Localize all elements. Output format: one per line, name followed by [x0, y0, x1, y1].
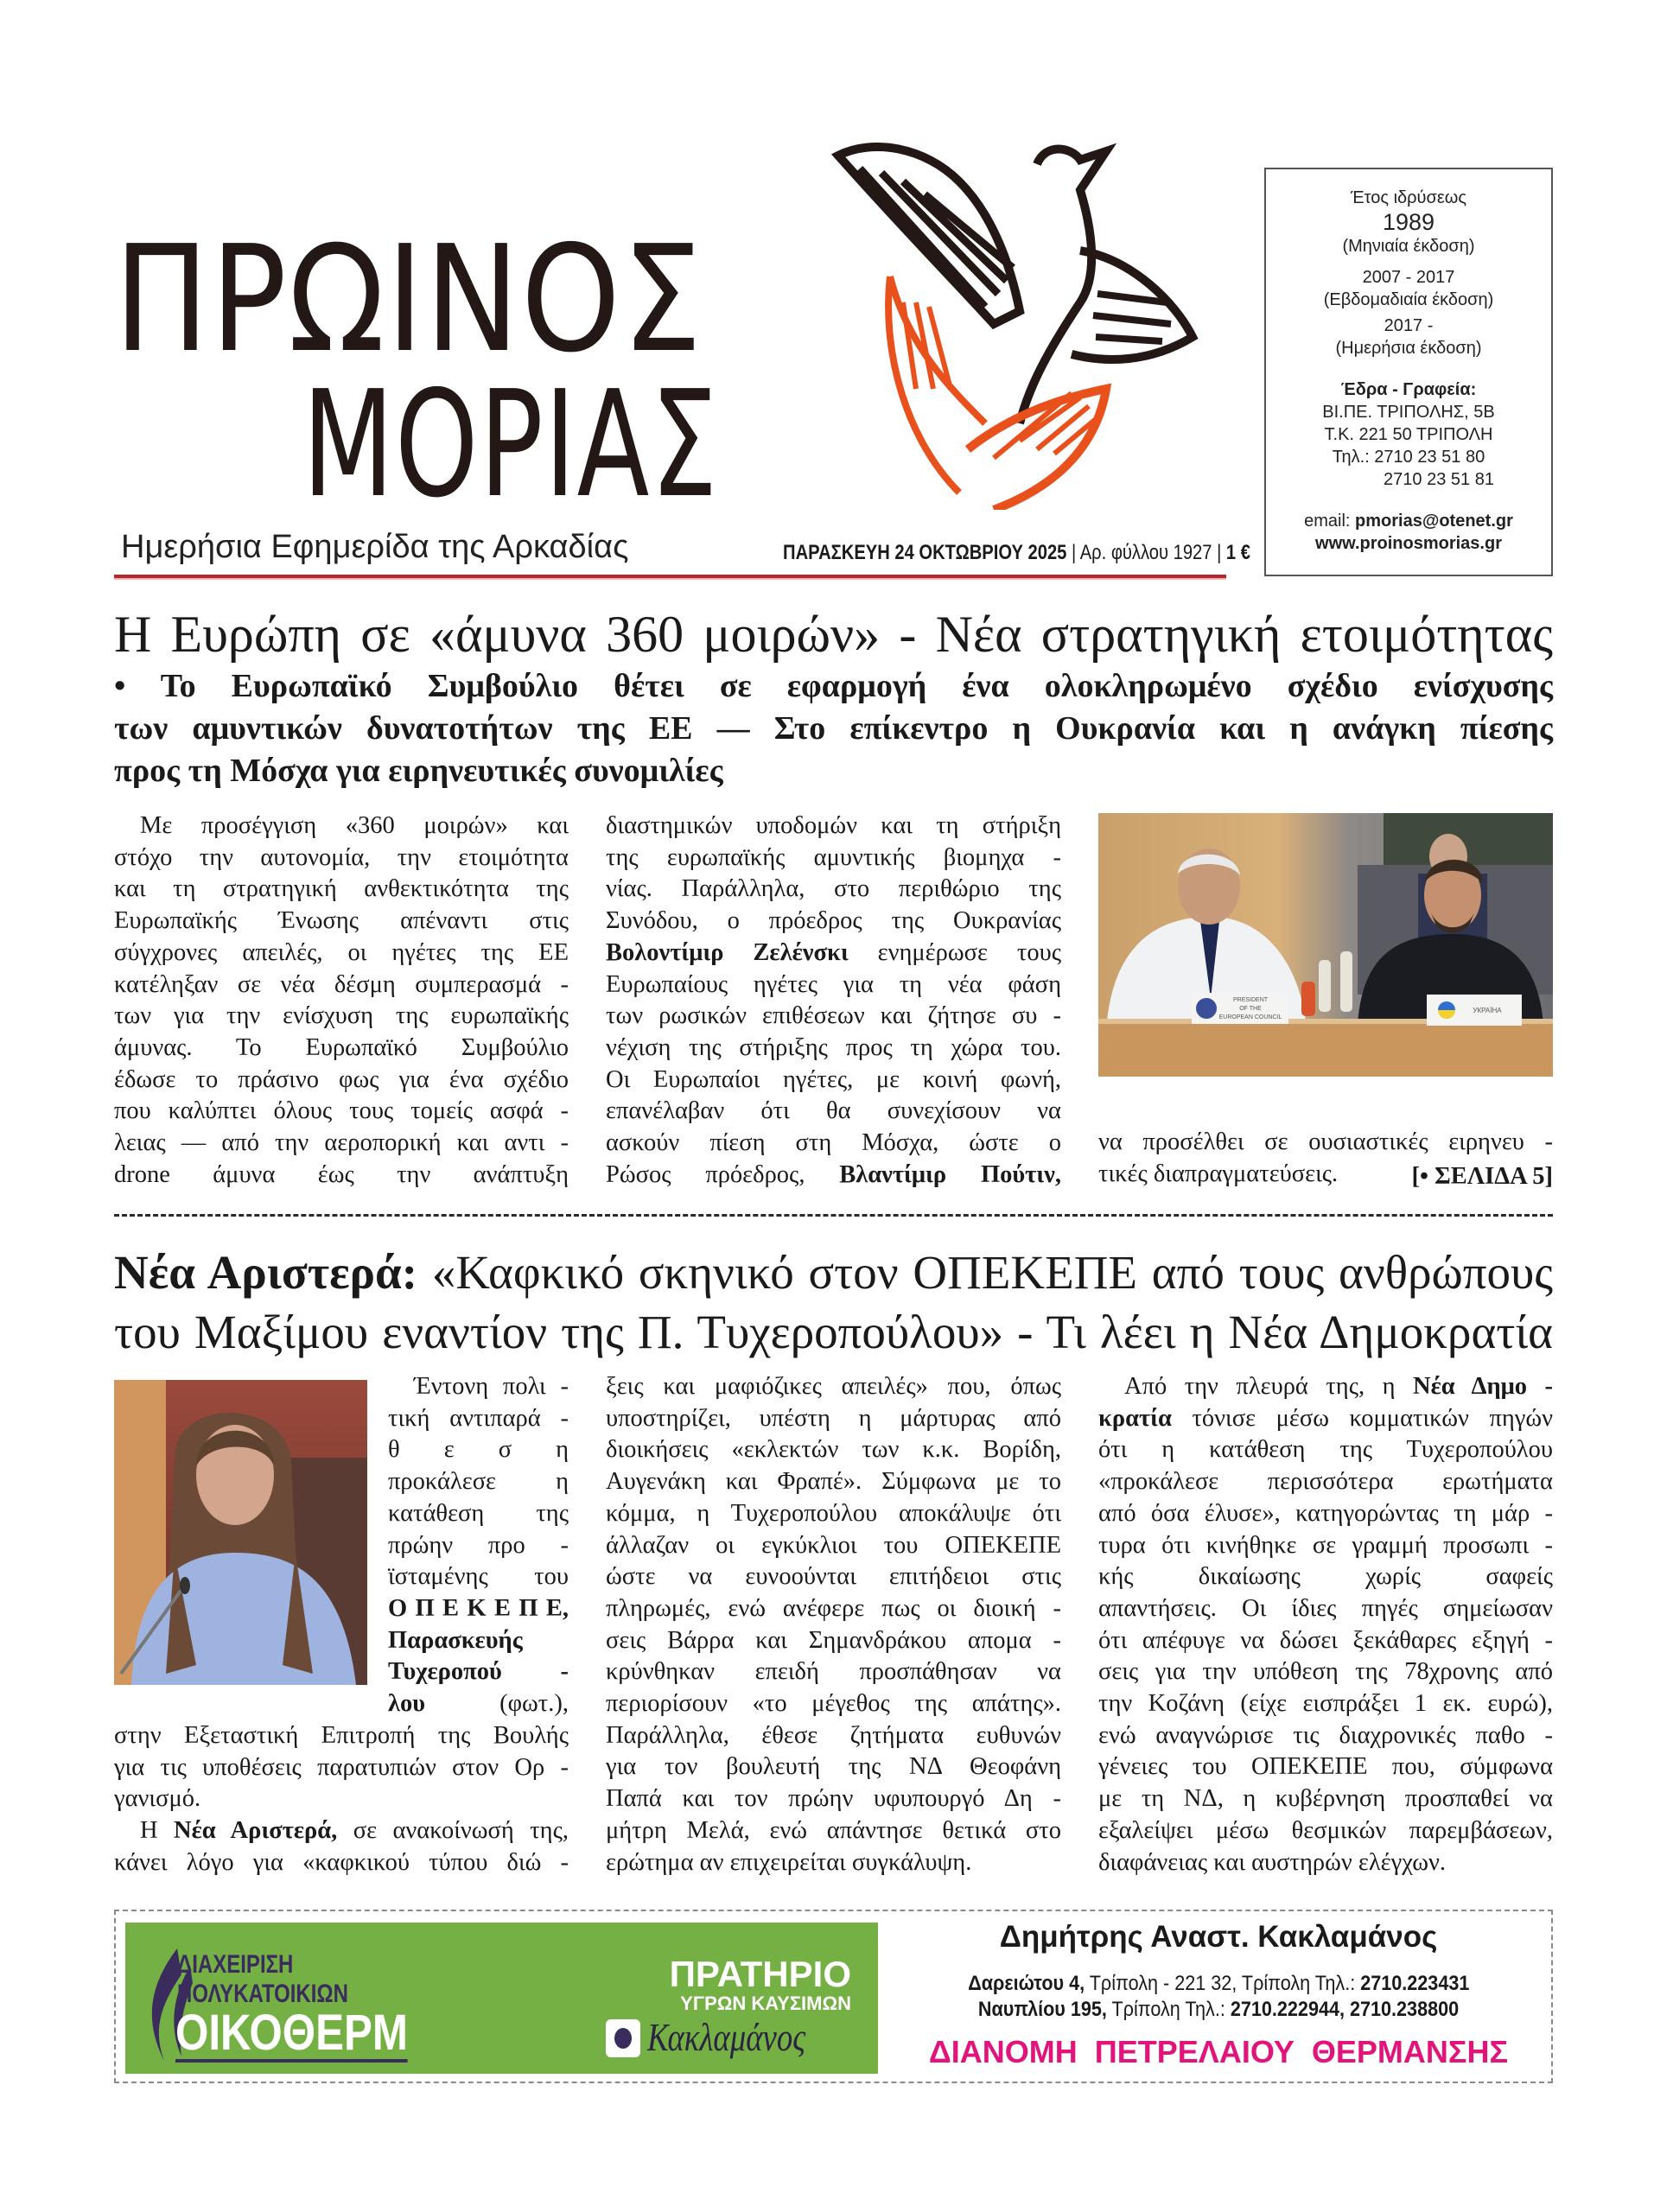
bold-text: Παρασκευής — [388, 1626, 523, 1654]
text: των ρωσικών επιθέσεων και ζήτησε συ - — [606, 1002, 1061, 1030]
article2-headline — [114, 1243, 1553, 1362]
text-line — [1098, 1625, 1553, 1657]
text: Ευρωπαϊκής Ένωσης απέναντι στις — [114, 907, 569, 935]
text: με τη ΝΔ, η κυβέρνηση προσπαθεί να — [1098, 1785, 1553, 1813]
leaders-meeting-image — [1098, 813, 1553, 1077]
issue-date: ΠΑΡΑΣΚΕΥΗ 24 ΟΚΤΩΒΡΙΟΥ 2025 — [783, 541, 1067, 564]
text: υποστηρίζει, υπέστη η μάρτυρας από — [606, 1404, 1061, 1432]
text-line — [114, 938, 569, 969]
text-line — [606, 1625, 1061, 1657]
headline-text: του Μαξίμου εναντίον της Π. Τυχεροπούλου» - Τι λέει η Νέα Δημοκρατία — [114, 1306, 1553, 1358]
email-label: email: — [1304, 512, 1351, 531]
text-line — [1098, 1498, 1553, 1530]
text: Παράλληλα, έθεσε ζητήματα ευθυνών — [606, 1721, 1061, 1749]
text-line — [114, 1783, 569, 1815]
text-line — [114, 708, 1553, 750]
text-line — [606, 1065, 1061, 1096]
sign-text: EUROPEAN COUNCIL — [1218, 1014, 1282, 1020]
text: της ευρωπαϊκής αμυντικής βιομηχα - — [606, 843, 1061, 871]
text: εξαλείψει μέσω θεσμικών παρεμβάσεων, — [1098, 1816, 1553, 1844]
text: Ρώσος πρόεδρος, — [606, 1160, 840, 1188]
text-line — [606, 938, 1061, 969]
text-line — [606, 1688, 1061, 1720]
issue-number: Αρ. φύλλου 1927 — [1079, 541, 1212, 564]
bold-text: κρατία — [1098, 1404, 1172, 1432]
text: Από την πλευρά της, η — [1124, 1373, 1413, 1400]
text-line — [606, 1656, 1061, 1688]
text-line — [114, 906, 569, 938]
text-line — [114, 874, 569, 906]
text-line — [1098, 1403, 1553, 1435]
text: Παπά και τον πρώην υφυπουργό Δη - — [606, 1785, 1061, 1813]
text-line — [606, 1530, 1061, 1562]
text: γένειες του ΟΠΕΚΕΠΕ που, σύμφωνα — [1098, 1753, 1553, 1781]
text: απαντήσεις. Οι ίδιες πηγές σημείωσαν — [1098, 1594, 1553, 1622]
text: ενημέρωσε τους — [848, 938, 1061, 966]
founded-label: Έτος ιδρύσεως — [1350, 188, 1467, 207]
text: κρύνθηκαν επειδή προσπάθησαν να — [606, 1658, 1061, 1686]
text: πληρωμές, ενώ ανέφερε πως οι διοική - — [606, 1594, 1061, 1622]
text-line — [114, 1096, 569, 1128]
text-line — [606, 1371, 1061, 1403]
text-line — [606, 1403, 1061, 1435]
text: τικές διαπραγματεύσεις. — [1098, 1160, 1339, 1187]
text: προκάλεσε η — [388, 1468, 569, 1496]
text-line — [606, 1751, 1061, 1783]
text: Η — [140, 1817, 175, 1845]
text-line — [388, 1498, 569, 1530]
website-link[interactable]: www.proinosmorias.gr — [1315, 534, 1502, 553]
weekly-edition: (Εβδομαδιαία έκδοση) — [1323, 290, 1494, 309]
text-line — [114, 1065, 569, 1096]
text-line — [114, 1815, 569, 1847]
price: 1 € — [1225, 541, 1250, 564]
article2-column1-narrow — [388, 1371, 569, 1720]
text-line — [606, 842, 1061, 874]
text: ξεις και μαφιόζικες απειλές» που, όπως — [606, 1373, 1061, 1400]
ad-address1 — [890, 1972, 1547, 1996]
logo-title-line1: ΠΡΩΙΝΟΣ — [114, 214, 703, 385]
text-line — [388, 1434, 569, 1466]
text-line — [114, 1720, 569, 1752]
text: πρώην προ - — [388, 1531, 569, 1559]
text-line — [606, 1720, 1061, 1752]
text-line — [606, 1498, 1061, 1530]
text-line — [606, 1847, 1061, 1879]
text: την Κοζάνη (είχε εισπράξει 1 εκ. ευρώ), — [1098, 1690, 1553, 1718]
text-line — [1098, 1561, 1553, 1593]
text: μήτρη Μελά, ενώ απάντησε θετικά στο — [606, 1816, 1061, 1844]
text: διαφάνειας και αυστηρών ελέγχων. — [1098, 1848, 1447, 1876]
sign-text: OF THE — [1239, 1006, 1262, 1012]
text: επανέλαβαν ότι θα συνεχίσουν να — [606, 1097, 1061, 1125]
text: Ευρωπαίους ηγέτες για τη νέα φάση — [606, 970, 1061, 998]
text: προς τη Μόσχα για ειρηνευτικές συνομιλίες — [114, 753, 723, 789]
text: ασκούν πίεση στη Μόσχα, ώστε ο — [606, 1129, 1061, 1157]
email-link[interactable]: pmorias@otenet.gr — [1355, 512, 1513, 531]
text-line — [388, 1625, 569, 1657]
text: Αυγενάκη και Φραπέ». Σύμφωνα με το — [606, 1468, 1061, 1496]
tagline: Ημερήσια Εφημερίδα της Αρκαδίας — [121, 529, 629, 565]
text: που καλύπτει όλους τους τομείς ασφά - — [114, 1097, 569, 1125]
text-line — [1098, 1847, 1553, 1879]
text: από όσα έλυσε», κατηγορώντας τη μάρ - — [1098, 1499, 1553, 1527]
text-line — [1098, 1656, 1553, 1688]
address-phone: 2710.222944, 2710.238800 — [1230, 1998, 1460, 2021]
text-line — [114, 1847, 569, 1879]
separator: | — [1071, 541, 1077, 564]
text: κής δικαίωσης χωρίς σαφείς — [1098, 1563, 1553, 1591]
page-reference-text: [• ΣΕΛΙΔΑ 5] — [1411, 1163, 1553, 1190]
portrait-image — [114, 1380, 367, 1685]
text: σύγχρονες απειλές, οι ηγέτες της ΕΕ — [114, 938, 569, 966]
text-line — [606, 906, 1061, 938]
text-line — [114, 1752, 569, 1784]
bold-text: Τυχεροπού - — [388, 1658, 569, 1686]
monthly-edition: (Μηνιαία έκδοση) — [1342, 237, 1475, 256]
text: για τον βουλευτή της ΝΔ Θεοφάνη — [606, 1753, 1061, 1781]
dateline — [694, 541, 1250, 565]
text-line — [1098, 1434, 1553, 1466]
text-line — [1098, 1688, 1553, 1720]
text: διοικήσεις «εκλεκτών των κ.κ. Βορίδη, — [606, 1436, 1061, 1464]
address-street: Δαρειώτου 4, — [967, 1972, 1085, 1995]
phone-line: Τηλ.: 2710 23 51 80 — [1332, 448, 1485, 467]
article2-photo — [114, 1380, 367, 1685]
text-line — [114, 842, 569, 874]
text-line — [388, 1371, 569, 1403]
text: σεις Βάρρα και Σημανδράκου απομα - — [606, 1626, 1061, 1654]
bold-text: λου — [388, 1690, 426, 1718]
text: τόνισε μέσω κομματικών πηγών — [1171, 1404, 1553, 1432]
bold-text: Νέα Αριστερά, — [174, 1817, 338, 1845]
ad-slogan: ΔΙΑΝΟΜΗ ΠΕΤΡΕΛΑΙΟΥ ΘΕΡΜΑΝΣΗΣ — [928, 2034, 1509, 2069]
ad-oikotherm-brand: ΟΙΚΟΘΕΡΜ — [175, 2005, 408, 2061]
text-line — [606, 1033, 1061, 1065]
address-street: Ναυπλίου 195, — [977, 1998, 1107, 2021]
text-line — [606, 969, 1061, 1001]
text-line — [606, 1160, 1061, 1192]
bold-text: Ο Π Ε Κ Ε Π Ε, — [388, 1594, 569, 1622]
text: άλλαζαν οι εγκύκλιοι του ΟΠΕΚΕΠΕ — [606, 1531, 1061, 1559]
text: γανισμό. — [114, 1785, 201, 1813]
text-line — [114, 969, 569, 1001]
text: διαστημικών υποδομών και τη στήριξη — [606, 812, 1061, 839]
logo-title-line2: ΜΟΡΙΑΣ — [302, 359, 719, 531]
text: να προσέλθει σε ουσιαστικές ειρηνευ - — [1098, 1128, 1553, 1155]
weekly-years: 2007 - 2017 — [1362, 268, 1455, 287]
text: ενώ αναγνώρισε τις διαχρονικές παθο - — [1098, 1721, 1553, 1749]
text-line — [606, 1815, 1061, 1847]
phone-line: 2710 23 51 81 — [1384, 470, 1494, 489]
ad-oikotherm-line2: ΠΟΛΥΚΑΤΟΙΚΙΩΝ — [177, 1980, 348, 2008]
text-line — [1098, 1720, 1553, 1752]
bold-text: Βλαντίμιρ Πούτιν, — [839, 1160, 1061, 1188]
ad-address2 — [890, 1998, 1547, 2022]
text-line — [606, 1096, 1061, 1128]
text-line — [114, 810, 569, 842]
text: κατάθεση της — [388, 1499, 569, 1527]
text-line — [114, 1001, 569, 1033]
text-line — [606, 1466, 1061, 1498]
text-line — [1098, 1593, 1553, 1625]
text: τική αντιπαρά - — [388, 1404, 569, 1432]
ad-owner-name: Δημήτρης Αναστ. Κακλαμάνος — [999, 1920, 1438, 1954]
text-line — [606, 1128, 1061, 1160]
text: «προκάλεσε περισσότερα ερωτήματα — [1098, 1468, 1553, 1496]
text-line — [1098, 1127, 1553, 1159]
article1-column2 — [606, 810, 1061, 1191]
text-line — [1098, 1530, 1553, 1562]
text-line — [606, 1001, 1061, 1033]
text-line — [114, 750, 1553, 792]
address-line: Τ.Κ. 221 50 ΤΡΙΠΟΛΗ — [1324, 425, 1493, 444]
text: θ ε σ η — [388, 1436, 569, 1464]
text: νέχιση της στήριξης προς τη χώρα του. — [606, 1033, 1061, 1061]
article1-photo — [1098, 813, 1553, 1077]
bold-text: Νέα Δημο - — [1413, 1373, 1554, 1400]
text: σεις για την υπόθεση της 78χρονης από — [1098, 1658, 1553, 1686]
article2-column3 — [1098, 1371, 1553, 1878]
text-line — [1098, 1815, 1553, 1847]
ad-station-subtitle: ΥΓΡΩΝ ΚΑΥΣΙΜΩΝ — [680, 1993, 851, 2014]
article-separator — [114, 1214, 1553, 1217]
text: περιορίσουν «το μέγεθος της απάτης». — [606, 1690, 1061, 1718]
daily-edition: (Ημερήσια έκδοση) — [1335, 339, 1482, 358]
text: Με προσέγγιση «360 μοιρών» και — [140, 812, 569, 839]
address-text: Τρίπολη Τηλ.: — [1106, 1998, 1231, 2021]
text: κόμμα, η Τυχεροπούλου αποκάλυψε ότι — [606, 1499, 1061, 1527]
dove-logo-icon — [821, 130, 1236, 510]
text-line — [114, 1160, 569, 1192]
text: στην Εξεταστική Επιτροπή της Βουλής — [114, 1722, 569, 1749]
masthead-rule-shadow — [114, 578, 1226, 580]
text-line — [606, 1593, 1061, 1625]
separator: | — [1217, 541, 1222, 564]
text-line — [1098, 1783, 1553, 1815]
text: σε ανακοίνωσή της, — [337, 1817, 569, 1845]
page-reference[interactable] — [1098, 1161, 1553, 1193]
address-text: Τρίπολη - 221 32, Τρίπολη Τηλ.: — [1084, 1972, 1360, 1995]
text: Οι Ευρωπαίοι ηγέτες, με κοινή φωνή, — [606, 1065, 1061, 1093]
text: (φωτ.), — [425, 1690, 569, 1718]
text: νίας. Παράλληλα, στο περιθώριο της — [606, 875, 1061, 903]
text: λειας — από την αεροπορική και αντι - — [114, 1129, 569, 1157]
text-line — [388, 1593, 569, 1625]
article1-subhead — [114, 665, 1553, 792]
ad-green-banner — [125, 1923, 878, 2074]
text: τυρα ότι κινήθηκε σε γραμμή προσωπι - — [1098, 1531, 1553, 1559]
article1-headline: Η Ευρώπη σε «άμυνα 360 μοιρών» - Νέα στρατηγική ετοιμότητας — [114, 606, 1553, 663]
text-line — [606, 1783, 1061, 1815]
article1-column1 — [114, 810, 569, 1191]
headline-source: Νέα Αριστερά: — [114, 1246, 418, 1299]
text: ϊσταμένης του — [388, 1563, 569, 1591]
headline-text: «Καφκικό σκηνικό στον ΟΠΕΚΕΠΕ από τους ανθρώπους — [431, 1246, 1554, 1299]
text: στόχο την αυτονομία, την ετοιμότητα — [114, 843, 569, 871]
text-line — [1098, 1751, 1553, 1783]
sign-text: УКРАЇНА — [1473, 1007, 1502, 1014]
sign-text: PRESIDENT — [1232, 997, 1269, 1003]
daily-years: 2017 - — [1384, 316, 1434, 335]
address-line: ΒΙ.ΠΕ. ΤΡΙΠΟΛΗΣ, 5Β — [1322, 403, 1495, 422]
text-line — [606, 810, 1061, 842]
text-line — [388, 1466, 569, 1498]
text-line — [388, 1688, 569, 1720]
text-line — [606, 1434, 1061, 1466]
founded-year: 1989 — [1382, 209, 1435, 235]
publication-info-box — [1264, 168, 1553, 576]
text-line — [388, 1403, 569, 1435]
text: Έντονη πολι - — [414, 1373, 569, 1400]
text-line — [388, 1530, 569, 1562]
text: για τις υποθέσεις παρατυπιών στον Ορ - — [114, 1753, 569, 1781]
text: ερώτημα αν επιχειρείται συγκάλυψη. — [606, 1848, 972, 1876]
text: drone άμυνα έως την ανάπτυξη — [114, 1160, 569, 1188]
station-logo-icon — [606, 2019, 640, 2057]
text-line — [388, 1561, 569, 1593]
text: ώστε να ευνοούνται επιτήδειοι στις — [606, 1563, 1061, 1591]
text-line — [606, 1561, 1061, 1593]
text-line — [606, 874, 1061, 906]
office-label: Έδρα - Γραφεία: — [1340, 380, 1477, 399]
ad-oikotherm-line1: ΔΙΑΧΕΙΡΙΣΗ — [177, 1950, 294, 1979]
text: των αμυντικών δυνατοτήτων της ΕΕ — Στο επίκεντρο η Ουκρανία και η ανάγκη πίεσης — [114, 710, 1553, 747]
article2-column1 — [114, 1720, 569, 1879]
text: άμυνας. Το Ευρωπαϊκό Συμβούλιο — [114, 1033, 569, 1061]
text: Συνόδου, ο πρόεδρος της Ουκρανίας — [606, 907, 1061, 935]
address-phone: 2710.223431 — [1359, 1972, 1470, 1995]
text: και τη στρατηγική ανθεκτικότητα της — [114, 875, 569, 903]
text-line — [388, 1656, 569, 1688]
text-line — [114, 665, 1553, 708]
ad-station-title: ΠΡΑΤΗΡΙΟ — [669, 1954, 851, 1994]
text: έδωσε το πράσινο φως για ένα σχέδιο — [114, 1065, 569, 1093]
bold-text: Βολοντίμιρ Ζελένσκι — [606, 938, 849, 966]
text: • Το Ευρωπαϊκό Συμβούλιο θέτει σε εφαρμογή ένα ολοκληρωμένο σχέδιο ενίσχυσης — [114, 668, 1553, 704]
article2-column2 — [606, 1371, 1061, 1878]
text: ότι απέφυγε να δώσει ξεκάθαρες εξηγή - — [1098, 1626, 1553, 1654]
text-line — [114, 1033, 569, 1065]
text: ότι η κατάθεση της Τυχεροπούλου — [1098, 1436, 1553, 1464]
text: κατέληξαν σε νέα δέσμη συμπερασμά - — [114, 970, 569, 998]
text-line — [114, 1128, 569, 1160]
text: κάνει λόγο για «καφκικού τύπου διώ - — [114, 1848, 569, 1876]
text: των για την ενίσχυση της ευρωπαϊκής — [114, 1002, 569, 1030]
text-line — [1098, 1466, 1553, 1498]
text-line — [1098, 1371, 1553, 1403]
ad-station-brand: Κακλαμάνος — [647, 2015, 806, 2059]
